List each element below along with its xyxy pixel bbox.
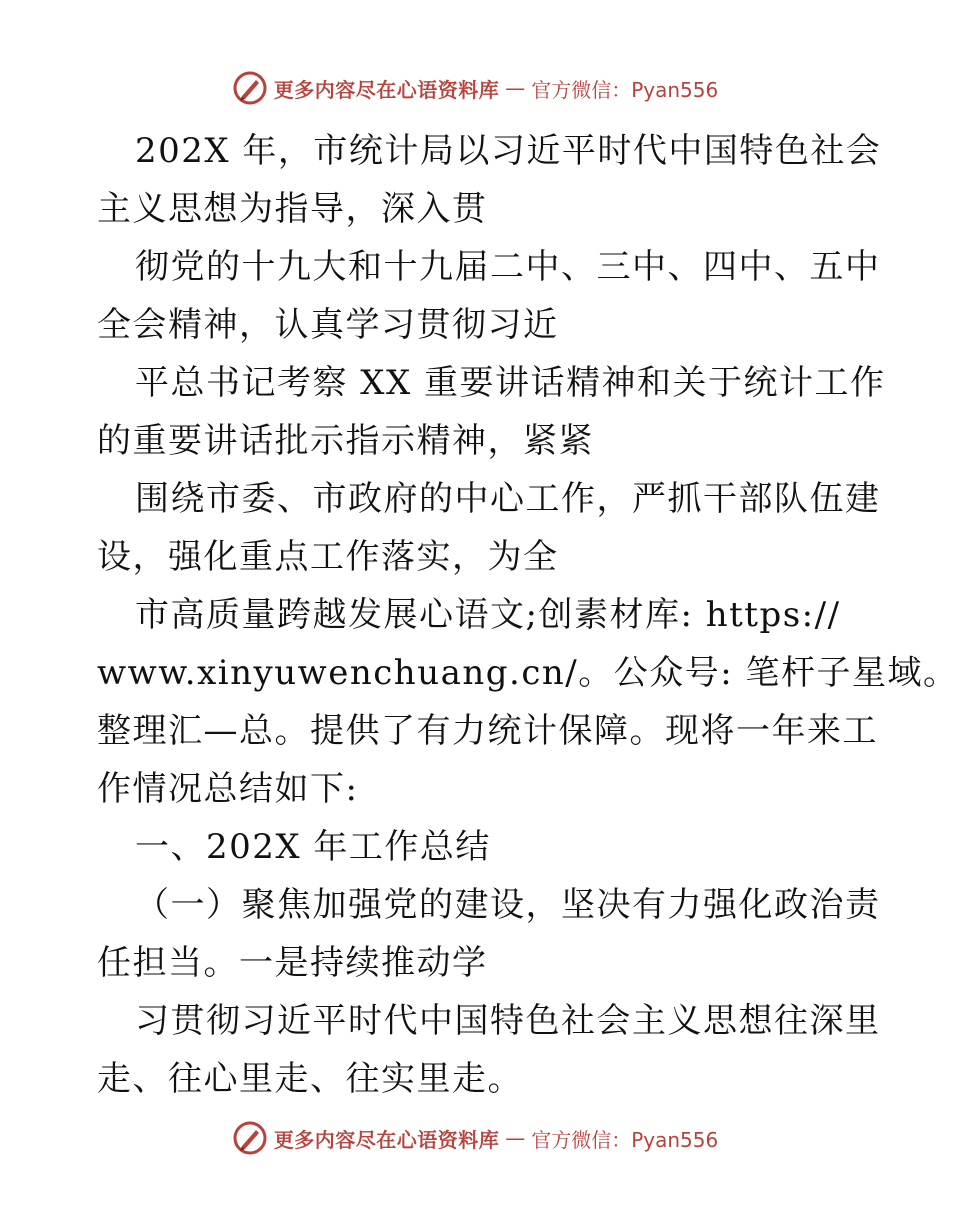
text-line: 整理汇—总。提供了有力统计保障。现将一年来工	[97, 711, 878, 751]
document-body	[97, 122, 959, 1108]
text-line: 围绕市委、市政府的中心工作，严抓干部队伍建	[135, 479, 881, 519]
text-line: 彻党的十九大和十九届二中、三中、四中、五中	[135, 247, 881, 287]
text-line: 走、往心里走、往实里走。	[97, 1059, 523, 1099]
banner-main-text: 更多内容尽在心语资料库	[273, 77, 500, 102]
text-line: 习贯彻习近平时代中国特色社会主义思想往深里	[135, 1001, 881, 1041]
text-line: 设，强化重点工作落实，为全	[97, 537, 559, 577]
text-line: 任担当。一是持续推动学	[97, 943, 488, 983]
banner-wechat-text: 官方微信：Pyan556	[531, 1127, 719, 1152]
banner-main-text: 更多内容尽在心语资料库	[273, 1127, 500, 1152]
section-heading: 一、202X 年工作总结	[135, 827, 491, 867]
banner-wechat-text: 官方微信：Pyan556	[531, 77, 719, 102]
text-line: （一）聚焦加强党的建设，坚决有力强化政治责	[135, 885, 881, 925]
text-line: 的重要讲话批示指示精神，紧紧	[97, 421, 594, 461]
text-line: 202X 年，市统计局以习近平时代中国特色社会	[135, 131, 882, 171]
pen-logo-icon	[232, 70, 268, 106]
header-banner	[0, 68, 950, 108]
text-line: 市高质量跨越发展心语文;创素材库: https://	[135, 595, 841, 635]
banner-dash: —	[505, 76, 526, 100]
footer-banner	[0, 1118, 950, 1158]
text-line: 全会精神，认真学习贯彻习近	[97, 305, 559, 345]
text-line: 平总书记考察 XX 重要讲话精神和关于统计工作	[135, 363, 886, 403]
text-line: 主义思想为指导，深入贯	[97, 189, 488, 229]
text-line: www.xinyuwenchuang.cn/。公众号: 笔杆子星域。	[97, 653, 959, 693]
banner-dash: —	[505, 1126, 526, 1150]
text-line: 作情况总结如下:	[97, 769, 359, 809]
pen-logo-icon	[232, 1120, 268, 1156]
